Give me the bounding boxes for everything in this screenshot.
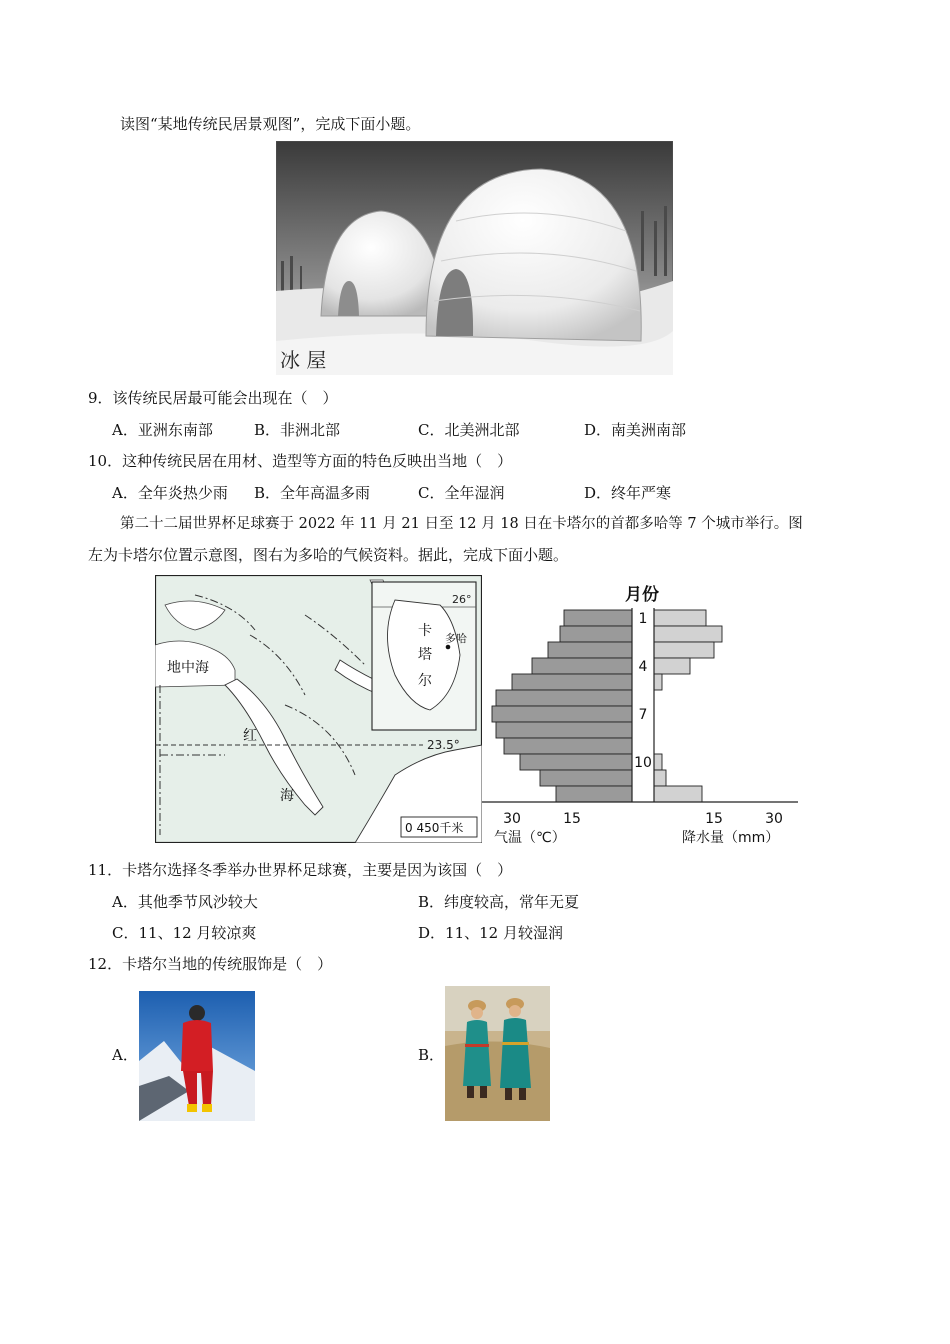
option-a-mountaineer-photo[interactable] (139, 991, 255, 1121)
option-b-mongolian-robe-photo[interactable] (445, 986, 550, 1121)
q10-option-b[interactable]: B．全年高温多雨 (254, 484, 371, 502)
q10-option-a[interactable]: A．全年炎热少雨 (112, 484, 228, 502)
intro-text-1: 读图“某地传统民居景观图”，完成下面小题。 (120, 115, 421, 133)
q11-stem: 11．卡塔尔选择冬季举办世界杯足球赛，主要是因为该国（ ） (88, 861, 513, 879)
scale-bar: 0 450千米 (405, 821, 464, 835)
temperature-bar-month-1 (564, 610, 632, 626)
temperature-bar-month-2 (560, 626, 632, 642)
precip-tick-15: 15 (705, 811, 723, 827)
red-sea-label-1: 红 (243, 728, 257, 744)
temperature-bar-month-7 (492, 706, 632, 722)
month-label-4: 4 (638, 659, 648, 675)
q12-option-b[interactable]: B． (418, 1046, 445, 1064)
q12-option-a[interactable]: A． (112, 1046, 138, 1064)
q9-option-d[interactable]: D．南美洲南部 (584, 421, 687, 439)
mediterranean-label: 地中海 (167, 660, 209, 676)
precipitation-bar-month-3 (654, 642, 714, 658)
temperature-bar-month-12 (556, 786, 632, 802)
precipitation-bar-month-5 (654, 674, 662, 690)
q11-option-b[interactable]: B．纬度较高，常年无夏 (418, 893, 580, 911)
xlabel-precipitation: 降水量（mm） (682, 830, 780, 846)
doha-marker (446, 645, 451, 650)
inset-latitude: 26° (452, 593, 472, 606)
inset-city: 多哈 (445, 632, 467, 645)
q12-stem: 12．卡塔尔当地的传统服饰是（ ） (88, 955, 333, 973)
precipitation-bar-month-1 (654, 610, 706, 626)
intro-text-2-line1: 第二十二届世界杯足球赛于 2022 年 11 月 21 日至 12 月 18 日在卡塔尔的首都多哈等 7 个城市举行。图 (120, 516, 803, 532)
month-label-7: 7 (638, 707, 648, 723)
q11-option-c[interactable]: C．11、12 月较凉爽 (112, 924, 257, 942)
temperature-bar-month-6 (496, 690, 632, 706)
precipitation-bar-month-12 (654, 786, 702, 802)
qatar-location-map (155, 575, 482, 843)
igloo-label: 冰 屋 (280, 348, 327, 372)
temperature-bar-month-11 (540, 770, 632, 786)
q10-option-d[interactable]: D．终年严寒 (584, 484, 672, 502)
precipitation-bar-month-2 (654, 626, 722, 642)
month-label-1: 1 (638, 611, 648, 627)
doha-climate-chart (482, 578, 802, 848)
q10-option-c[interactable]: C．全年湿润 (418, 484, 505, 502)
temperature-bar-month-8 (496, 722, 632, 738)
q9-option-b[interactable]: B．非洲北部 (254, 421, 341, 439)
tropic-label: 23.5° (427, 738, 460, 752)
q9-option-c[interactable]: C．北美洲北部 (418, 421, 520, 439)
chart-title: 月份 (625, 585, 659, 605)
precipitation-bar-month-11 (654, 770, 666, 786)
temp-tick-15: 15 (563, 811, 581, 827)
q11-option-a[interactable]: A．其他季节风沙较大 (112, 893, 258, 911)
red-sea-label-2: 海 (280, 788, 294, 804)
temperature-bar-month-4 (532, 658, 632, 674)
precip-tick-30: 30 (765, 811, 783, 827)
temperature-bar-month-5 (512, 674, 632, 690)
precipitation-bar-month-4 (654, 658, 690, 674)
temperature-bar-month-3 (548, 642, 632, 658)
igloo-photo (276, 141, 673, 375)
q10-stem: 10．这种传统民居在用材、造型等方面的特色反映出当地（ ） (88, 452, 513, 470)
q11-option-d[interactable]: D．11、12 月较湿润 (418, 924, 563, 942)
temperature-bar-month-10 (520, 754, 632, 770)
temperature-bar-month-9 (504, 738, 632, 754)
xlabel-temperature: 气温（℃） (494, 830, 566, 846)
inset-country-3: 尔 (418, 673, 432, 689)
q9-option-a[interactable]: A．亚洲东南部 (112, 421, 213, 439)
precipitation-bar-month-10 (654, 754, 662, 770)
month-label-10: 10 (634, 755, 652, 771)
temp-tick-30: 30 (503, 811, 521, 827)
inset-country-1: 卡 (418, 623, 432, 639)
q9-stem: 9．该传统民居最可能会出现在（ ） (88, 389, 338, 407)
inset-country-2: 塔 (418, 647, 432, 663)
intro-text-2-line2: 左为卡塔尔位置示意图，图右为多哈的气候资料。据此，完成下面小题。 (88, 546, 569, 564)
